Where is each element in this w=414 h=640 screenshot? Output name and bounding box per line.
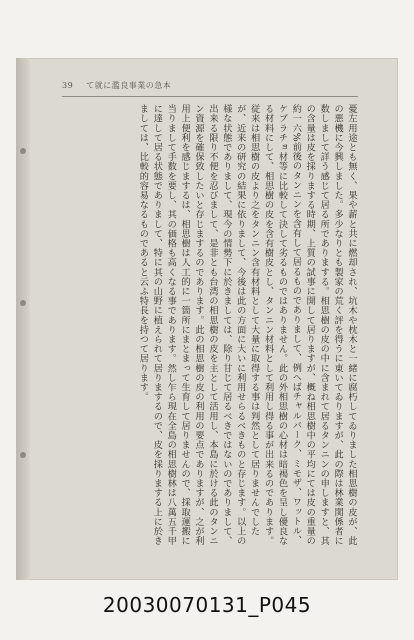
header-title: て就に濫良事業の急本 (86, 81, 172, 90)
header-rule (62, 96, 358, 97)
image-caption: 20030070131_P045 (102, 593, 312, 617)
binding-hole (20, 148, 26, 154)
vertical-body-text (62, 104, 358, 552)
binding-hole (20, 300, 26, 306)
binding-hole (20, 452, 26, 458)
running-header (62, 80, 171, 91)
page-number: 39 (62, 81, 74, 90)
body-paragraph: 憂左用途とも無く、果や薪と共に燃却され、坑木や枕木と一緒に腐朽してゐりました相思樹の皮が、此の悪機に今興しました。多少なりとも製家の荒く評を得うに東いてゐりますが、此の際は林業関係者に数しまして詳う感じて居る所でありまする。相思樹の皮の中に含まれて居るタンニンの申しますと、其の含量は皮を採りまする時期、上質の試事に開して居りますが、概ね相思樹中の平均にては皮の重量の約一六%前後のタンニンを含有して居るものでありまして、例へばチャルバーク、ミモザ、ワットル、ケブラチョ材等に比較して決して劣るものではありません。此の外相思樹の心材は暗褐色を呈し優良なる材料にして、相思樹の皮を含有樹皮とし、タンニン材料として利用し得る事が出来るのであります。従来は相思樹の皮より之をタンニン含有材料として大量に取得する事は判然として居りませんでしたが、近来の研究の結果に依りまして、今後は此の方面に大いに利用せらるべきものと存じます。以上の様な状態でありまして、現今の情勢下に於きましては、除り甘じて居るべきではないのでありまして、出来る限り不便を忍びまして、是非とも台湾の相思樹の皮を主として活用し、本島に於ける此のタンニン資源を確保致したいと存じまするのであります。此の相思樹の皮の利用の要点でありますが、之が利用上便利を感じまするは、相思樹は人工的に一箇所にまとまって生育して居りませんので、採取運搬に当りまして手数を要し、其の価格も高くなる事であります。然し乍ら現在全島の相思樹林は八萬五千甲に達して居る状態でありまして、特に其の山野に植えられて居りまするので、皮を採りまする上に於きましては、比較的容易なるものであると云ふ特長を持つて居ります。 (137, 104, 357, 546)
page-binding-edge (16, 58, 30, 580)
